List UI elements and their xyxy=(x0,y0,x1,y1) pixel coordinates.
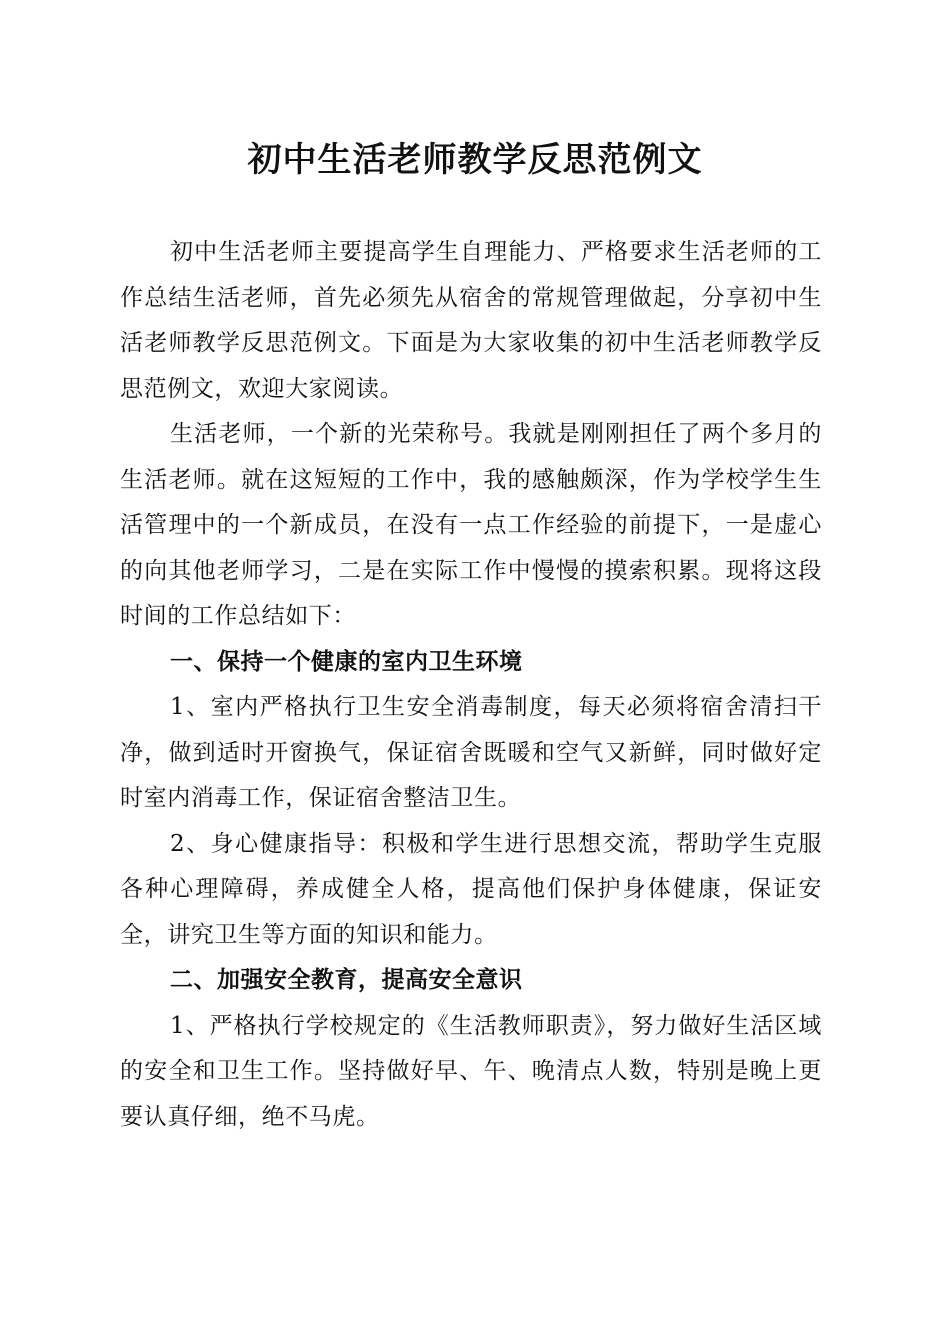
section-heading-1: 一、保持一个健康的室内卫生环境 xyxy=(170,648,523,675)
section1-item-2: 2、身心健康指导：积极和学生进行思想交流，帮助学生克服各种心理障碍，养成健全人格，提高他们保护身体健康，保证安全，讲究卫生等方面的知识和能力。 xyxy=(120,830,822,948)
document-title: 初中生活老师教学反思范例文 xyxy=(247,140,703,180)
section2-item-1: 1、严格执行学校规定的《生活教师职责》，努力做好生活区域的安全和卫生工作。坚持做好早、午、晚清点人数，特别是晚上更要认真仔细，绝不马虎。 xyxy=(120,1012,822,1130)
section1-item-1: 1、室内严格执行卫生安全消毒制度，每天必须将宿舍清扫干净，做到适时开窗换气，保证宿舍既暖和空气又新鲜，同时做好定时室内消毒工作，保证宿舍整洁卫生。 xyxy=(120,694,822,811)
background-paragraph: 生活老师，一个新的光荣称号。我就是刚刚担任了两个多月的生活老师。就在这短短的工作中，我的感触颇深，作为学校学生生活管理中的一个新成员，在没有一点工作经验的前提下，一是虚心的向其他老师学习，二是在实际工作中慢慢的摸索积累。现将这段时间的工作总结如下： xyxy=(120,421,822,629)
document-body xyxy=(120,230,822,1140)
section-heading-2: 二、加强安全教育，提高安全意识 xyxy=(170,967,523,993)
intro-paragraph: 初中生活老师主要提高学生自理能力、严格要求生活老师的工作总结生活老师，首先必须先从宿舍的常规管理做起，分享初中生活老师教学反思范例文。下面是为大家收集的初中生活老师教学反思范例文，欢迎大家阅读。 xyxy=(120,239,822,402)
